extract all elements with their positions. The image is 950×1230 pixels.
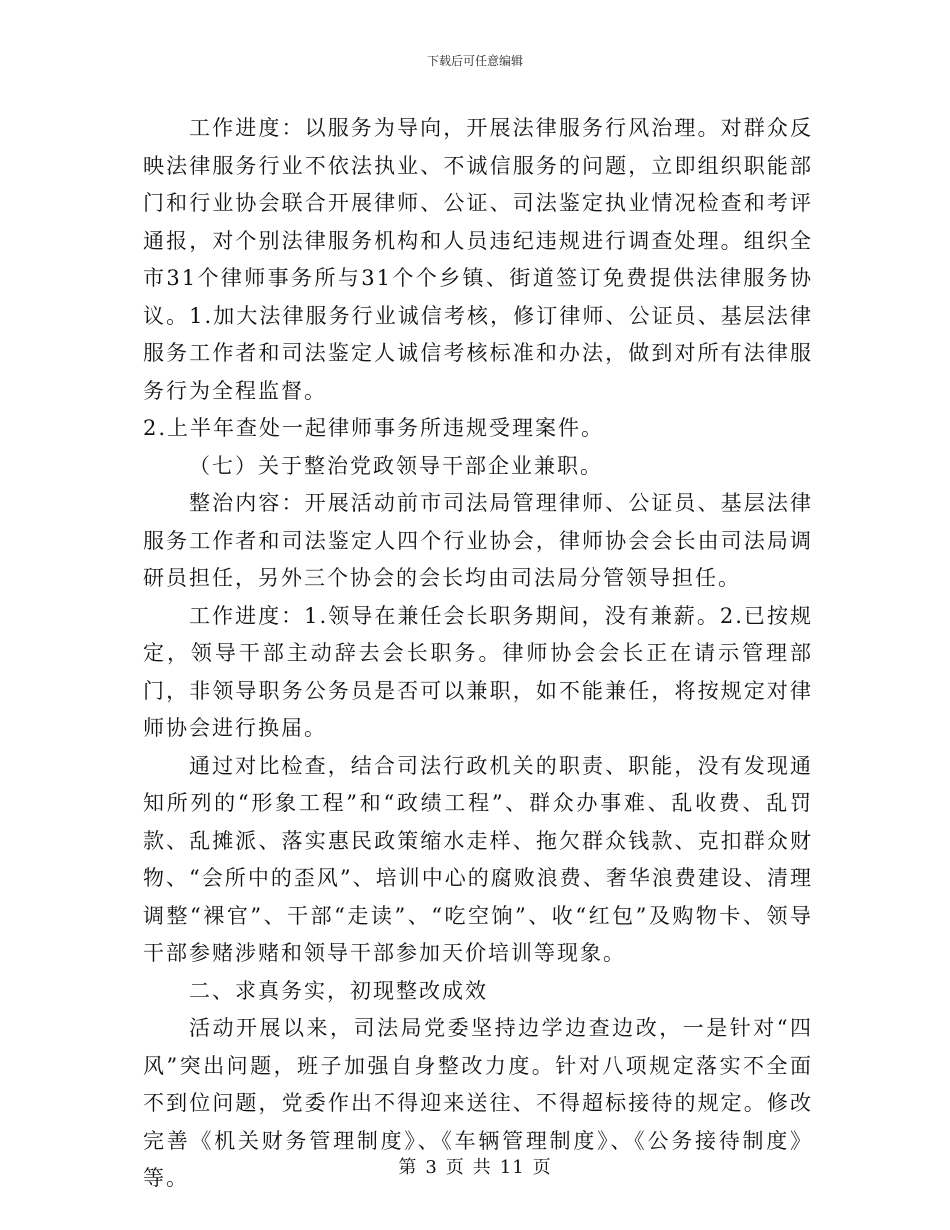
page-footer [0,1153,950,1179]
paragraph-violation-case: 2.上半年查处一起律师事务所违规受理案件。 [143,416,605,440]
total-pages-number: 11 [499,1157,525,1178]
paragraph-comparison-check: 通过对比检查，结合司法行政机关的职责、职能，没有发现通知所列的“形象工程”和“政绩工程”、群众办事难、乱收费、乱罚款、乱摊派、落实惠民政策缩水走样、拖欠群众钱款、克扣群众财物、“会所中的歪风”、培训中心的腐败浪费、奢华浪费建设、清理调整“裸官”、干部“走读”、“吃空饷”、收“红包”及购物卡、领导干部参赌涉赌和领导干部参加天价培训等现象。 [143,753,813,965]
paragraph-activity-since-launch: 活动开展以来，司法局党委坚持边学边查边改，一是针对“四风”突出问题，班子加强自身整改力度。针对八项规定落实不全面不到位问题，党委作出不得迎来送往、不得超标接待的规定。修改完善《机关财务管理制度》、《车辆管理制度》、《公务接待制度》等。 [143,1016,813,1190]
header-note: 下载后可任意编辑 [426,54,523,68]
document-body [143,110,813,1198]
paragraph-rectification-content: 整治内容：开展活动前市司法局管理律师、公证员、基层法律服务工作者和司法鉴定人四个行业协会，律师协会会长由司法局调研员担任，另外三个协会的会长均由司法局分管领导担任。 [143,491,813,590]
paragraph-work-progress-legal-services: 工作进度：以服务为导向，开展法律服务行风治理。对群众反映法律服务行业不依法执业、不诚信服务的问题，立即组织职能部门和行业协会联合开展律师、公证、司法鉴定执业情况检查和考评通报，对个别法律服务机构和人员违纪违规进行调查处理。组织全市31个律师事务所与31个个乡镇、街道签订免费提供法律服务协议。1.加大法律服务行业诚信考核，修订律师、公证员、基层法律服务工作者和司法鉴定人诚信考核标准和办法，做到对所有法律服务行为全程监督。 [143,116,813,403]
current-page-number: 3 [425,1157,438,1178]
paragraph-work-progress-concurrent-posts: 工作进度：1.领导在兼任会长职务期间，没有兼薪。2.已按规定，领导干部主动辞去会长职务。律师协会会长正在请示管理部门，非领导职务公务员是否可以兼职，如不能兼任，将按规定对律师协会进行换届。 [143,603,813,740]
page-label-mid: 页 [445,1157,465,1178]
section-heading-two: 二、求真务实，初现整改成效 [189,978,488,1003]
section-heading-seven: （七）关于整治党政领导干部企业兼职。 [189,453,603,478]
page-label-prefix: 第 [398,1157,418,1178]
total-label: 共 [472,1157,492,1178]
page-label-suffix: 页 [532,1157,552,1178]
